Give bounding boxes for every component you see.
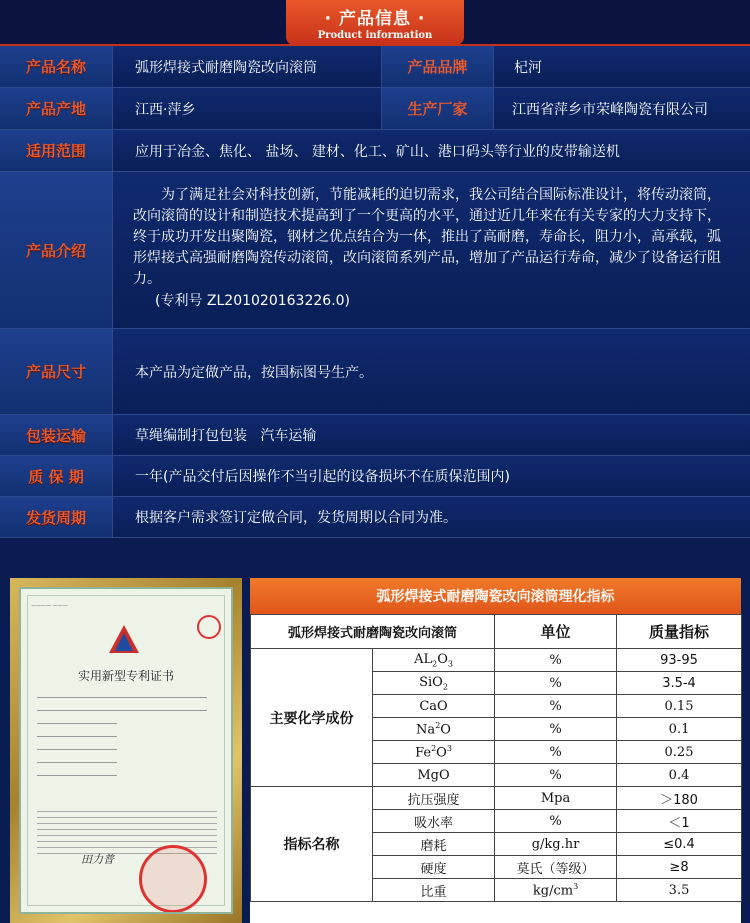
product-info-table [0, 46, 750, 538]
chem-unit: % [495, 649, 617, 672]
intro-block [113, 172, 750, 328]
chem-name: SiO$_2$ [373, 672, 495, 695]
table-row [251, 649, 742, 672]
row-pack [0, 415, 750, 456]
official-seal-icon [139, 845, 207, 913]
row-size [0, 329, 750, 415]
seal-icon [197, 615, 221, 639]
index-name: 比重 [373, 879, 495, 902]
chem-unit: % [495, 741, 617, 764]
chem-name: $Fe^2O^3$ [373, 741, 495, 764]
index-unit: $kg/cm^3$ [495, 879, 617, 902]
value-maker: 江西省萍乡市荣峰陶瓷有限公司 [512, 101, 708, 118]
certificate-signature: 田力普 [81, 853, 114, 866]
label-scope: 适用范围 [0, 130, 113, 171]
col-value: 质量指标 [617, 615, 742, 649]
chem-name: MgO [373, 764, 495, 787]
chem-value: 3.5-4 [617, 672, 742, 695]
index-unit: g/kg.hr [495, 833, 617, 856]
value-delivery: 根据客户需求签订定做合同，发货周期以合同为准。 [135, 510, 457, 526]
chem-value: 0.1 [617, 718, 742, 741]
header-bar [0, 0, 750, 45]
value-origin: 江西·萍乡 [135, 101, 196, 118]
chem-unit: % [495, 764, 617, 787]
row-delivery [0, 497, 750, 538]
value-scope: 应用于冶金、焦化、 盐场、 建材、化工、矿山、港口码头等行业的皮带输送机 [135, 143, 620, 160]
label-product-name: 产品名称 [0, 46, 113, 87]
row-warranty [0, 456, 750, 497]
spec-header-row [251, 615, 742, 649]
chem-unit: % [495, 718, 617, 741]
value-size: 本产品为定做产品，按国标图号生产。 [135, 364, 373, 381]
col-product: 弧形焊接式耐磨陶瓷改向滚筒 [251, 615, 495, 649]
chem-value: 0.15 [617, 695, 742, 718]
patent-office-logo-icon [109, 625, 139, 653]
certificate-title: 实用新型专利证书 [77, 669, 174, 683]
index-unit: 莫氏（等级） [495, 856, 617, 879]
spec-table-title: 弧形焊接式耐磨陶瓷改向滚筒理化指标 [250, 578, 741, 614]
chem-value: 0.4 [617, 764, 742, 787]
patent-certificate: ———— ——— 实用新型专利证书 田力普 [19, 587, 233, 914]
group-chemical: 主要化学成份 [251, 649, 373, 787]
value-product-brand: 杞河 [514, 59, 542, 76]
index-name: 磨耗 [373, 833, 495, 856]
index-unit: % [495, 810, 617, 833]
spec-table-panel [250, 578, 741, 923]
group-index: 指标名称 [251, 787, 373, 902]
row-intro [0, 172, 750, 329]
section-title: · 产品信息 · [324, 9, 426, 29]
table-row [251, 787, 742, 810]
chem-unit: % [495, 672, 617, 695]
index-name: 抗压强度 [373, 787, 495, 810]
label-origin: 产品产地 [0, 88, 113, 129]
index-name: 硬度 [373, 856, 495, 879]
index-value: ≥8 [617, 856, 742, 879]
section-title-tab [286, 0, 464, 45]
index-name: 吸水率 [373, 810, 495, 833]
row-origin-maker [0, 88, 750, 130]
label-product-brand: 产品品牌 [381, 46, 494, 87]
value-warranty: 一年(产品交付后因操作不当引起的设备损坏不在质保范围内) [135, 469, 510, 485]
row-scope [0, 130, 750, 172]
patent-certificate-frame [10, 578, 242, 923]
label-warranty: 质 保 期 [0, 456, 113, 496]
col-unit: 单位 [495, 615, 617, 649]
index-value: 3.5 [617, 879, 742, 902]
value-product-name: 弧形焊接式耐磨陶瓷改向滚筒 [135, 59, 317, 76]
row-name-brand [0, 46, 750, 88]
index-value: ≤0.4 [617, 833, 742, 856]
label-delivery: 发货周期 [0, 497, 113, 537]
chem-value: 0.25 [617, 741, 742, 764]
chem-value: 93-95 [617, 649, 742, 672]
label-maker: 生产厂家 [381, 88, 494, 129]
chem-name: $AL_2O_3$ [373, 649, 495, 672]
label-pack: 包装运输 [0, 415, 113, 455]
index-value: ＞180 [617, 787, 742, 810]
spec-table [250, 614, 742, 902]
label-size: 产品尺寸 [0, 329, 113, 414]
chem-name: CaO [373, 695, 495, 718]
label-intro: 产品介绍 [0, 172, 113, 328]
section-subtitle: Product information [317, 30, 433, 41]
chem-name: Na$^2$O [373, 718, 495, 741]
index-value: ＜1 [617, 810, 742, 833]
value-pack: 草绳编制打包包装 汽车运输 [135, 428, 317, 444]
index-unit: Mpa [495, 787, 617, 810]
intro-text: 为了满足社会对科技创新，节能减耗的迫切需求，我公司结合国际标准设计，将传动滚筒，改向滚筒的设计和制造技术提高到了一个更高的水平，通过近几年来在有关专家的大力支持下，终于成功开发出聚陶瓷，钢材之优点结合为一体，推出了高耐磨，寿命长，阻力小，高承载，弧形焊接式高强耐磨陶瓷传动滚筒，改向滚筒系列产品，增加了产品运行寿命，减少了设备运行阻力。 [133, 187, 721, 287]
chem-unit: % [495, 695, 617, 718]
intro-patent-number: (专利号 ZL201020163226.0) [155, 293, 351, 309]
